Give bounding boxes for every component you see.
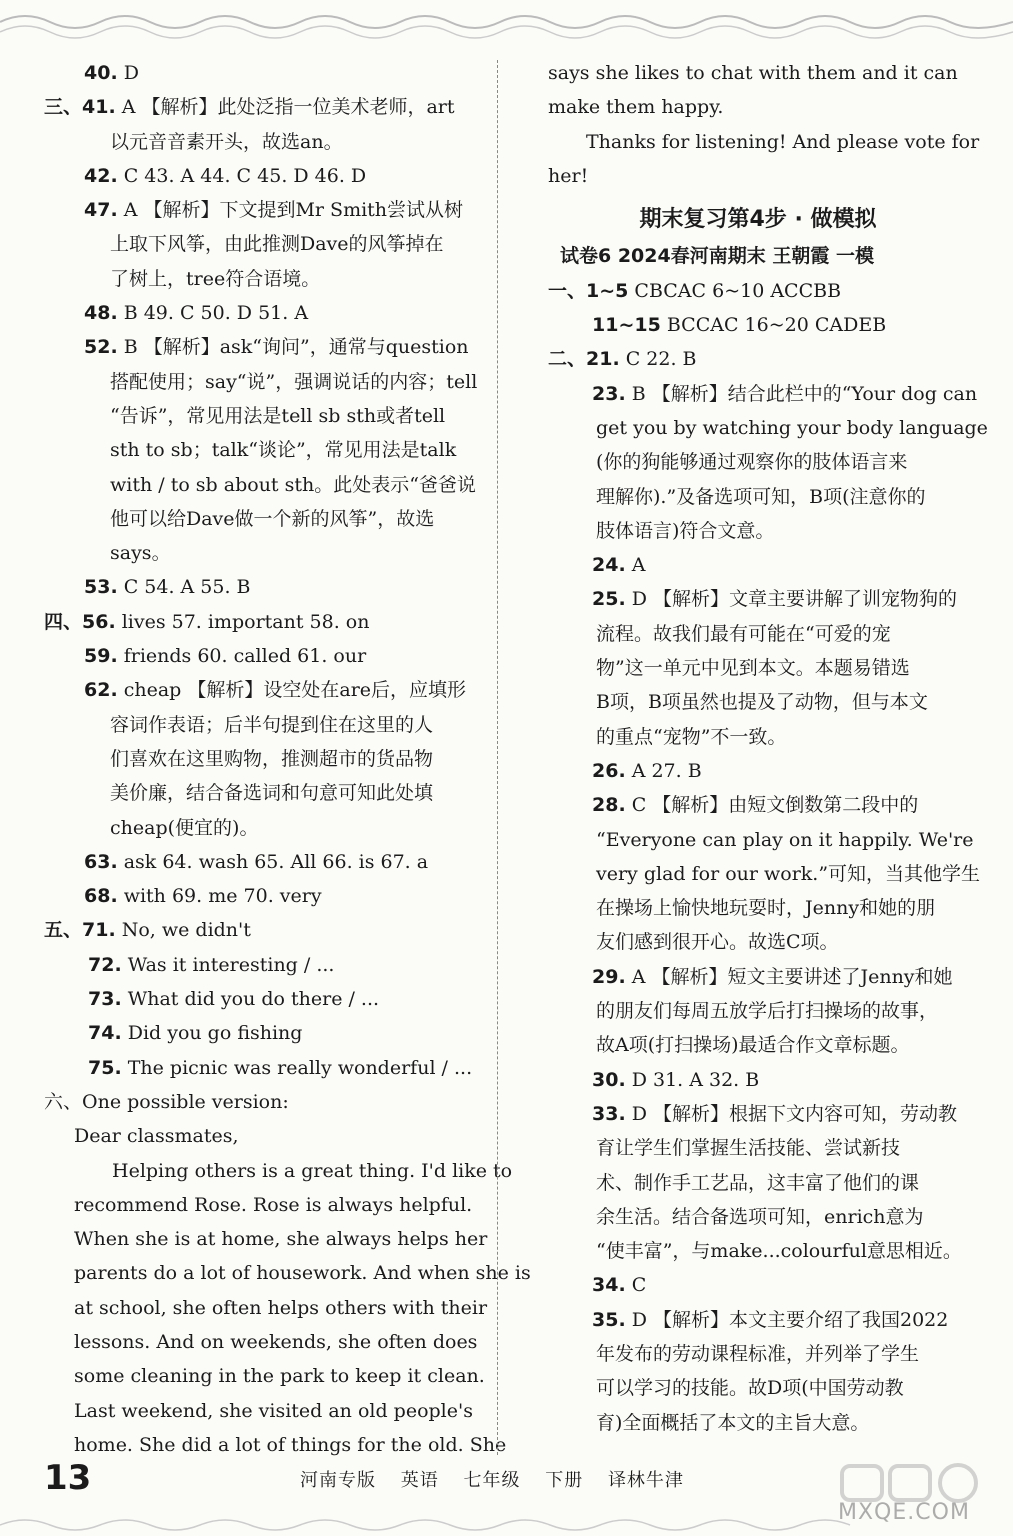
answer-line: [548, 582, 968, 616]
answer-line: [44, 570, 484, 604]
page-number: 13: [44, 1458, 92, 1498]
answer-text: Did you go fishing: [121, 1022, 303, 1045]
column-divider: [497, 60, 498, 1455]
answer-text: 的重点“宠物”不一致。: [596, 725, 787, 748]
answer-line: [44, 879, 484, 913]
answer-number: 48.: [84, 302, 118, 325]
answer-line: [548, 1028, 968, 1062]
answer-line: [44, 605, 484, 639]
answer-line: [44, 1154, 513, 1188]
answer-line: [44, 193, 484, 227]
answer-line: [548, 994, 968, 1028]
answer-text: her!: [548, 164, 589, 187]
answer-line: [548, 308, 968, 342]
answer-text: When she is at home, she always helps her: [74, 1228, 488, 1251]
answer-text: says she likes to chat with them and it can: [548, 62, 958, 84]
answer-text: home. She did a lot of things for the old. She: [74, 1433, 507, 1456]
answer-line: [548, 377, 978, 411]
answer-number: 30.: [592, 1068, 626, 1091]
footer-grade: 七年级: [463, 1470, 521, 1491]
answer-line: [548, 1200, 968, 1234]
answer-number: 34.: [592, 1274, 626, 1297]
answer-line: [548, 274, 968, 308]
answer-text: 育让学生们掌握生活技能、尝试新技: [596, 1137, 901, 1160]
answer-line: [548, 1234, 968, 1268]
answer-line: [44, 776, 484, 810]
answer-number: 63.: [84, 850, 118, 873]
answer-line: [44, 502, 484, 536]
answer-line: [44, 330, 484, 364]
answer-text: A 【解析】此处泛指一位美术老师，art: [115, 96, 455, 119]
answer-line: [44, 90, 484, 124]
answer-line: [548, 857, 981, 891]
answer-line: [44, 399, 484, 433]
answer-line: [548, 480, 968, 514]
answer-line: [44, 742, 484, 776]
answer-number: 35.: [592, 1308, 626, 1331]
answer-text: 在操场上愉快地玩耍时，Jenny和她的朋: [596, 897, 936, 920]
answer-list: [548, 274, 988, 1440]
section-title: 期末复习第4步 · 做模拟: [639, 207, 877, 233]
answer-text: at school, she often helps others with their: [74, 1296, 488, 1319]
answer-text: 故A项(打扫操场)最适合作文章标题。: [596, 1034, 910, 1057]
answer-text: CBCAC 6~10 ACCBB: [628, 279, 842, 302]
composition-continuation: [548, 56, 980, 193]
answer-number: 一、1~5: [548, 279, 629, 302]
answer-line: [548, 788, 968, 822]
top-decorative-border: [0, 0, 1013, 52]
answer-text: B 【解析】结合此栏中的“Your dog can: [625, 382, 978, 405]
answer-text: 术、制作手工艺品，这丰富了他们的课: [596, 1171, 920, 1194]
answer-text: 流程。故我们最有可能在“可爱的宠: [596, 622, 891, 645]
answer-number: 26.: [592, 759, 626, 782]
answer-line: [548, 960, 968, 994]
answer-line: [44, 913, 484, 947]
answer-text: 了树上，tree符合语境。: [110, 267, 321, 290]
answer-number: 53.: [84, 576, 118, 599]
answer-line: [548, 125, 980, 159]
answer-text: Dear classmates,: [74, 1125, 239, 1148]
answer-text: A 【解析】短文主要讲述了Jenny和她: [625, 965, 953, 988]
answer-number: 42.: [84, 164, 118, 187]
answer-text: The picnic was really wonderful / ...: [121, 1056, 473, 1079]
answer-text: C 22. B: [619, 348, 697, 371]
answer-line: [44, 296, 484, 330]
right-column: [548, 56, 988, 1440]
answer-text: 友们感到很开心。故选C项。: [596, 931, 839, 954]
answer-line: [44, 982, 484, 1016]
answer-text: 六、One possible version:: [44, 1090, 289, 1113]
answer-line: [548, 411, 988, 445]
answer-number: 四、56.: [44, 610, 116, 633]
answer-line: [548, 1131, 968, 1165]
footer-subject: 英语: [400, 1470, 439, 1491]
answer-number: 62.: [84, 679, 118, 702]
answer-number: 11~15: [592, 314, 661, 337]
answer-text: A 27. B: [625, 759, 702, 782]
answer-line: [44, 845, 484, 879]
answer-text: 上取下风筝，由此推测Dave的风筝掉在: [110, 233, 444, 256]
answer-text: 美价廉，结合备选词和句意可知此处填: [110, 782, 434, 805]
answer-line: [548, 617, 968, 651]
answer-text: says。: [110, 542, 171, 565]
answer-number: 二、21.: [548, 348, 620, 371]
answer-text: parents do a lot of housework. And when she is: [74, 1262, 531, 1285]
answer-text: very glad for our work.”可知，当其他学生: [596, 862, 981, 885]
answer-number: 75.: [88, 1056, 122, 1079]
answer-text: 们喜欢在这里购物，推测超市的货品物: [110, 747, 434, 770]
answer-line: [44, 1222, 488, 1256]
answer-line: [44, 1188, 484, 1222]
footer-publisher: 译林牛津: [607, 1470, 684, 1491]
answer-line: [548, 651, 968, 685]
answer-text: with / to sb about sth。此处表示“爸爸说: [110, 473, 476, 496]
answer-line: [548, 56, 968, 90]
answer-text: cheap 【解析】设空处在are后，应填形: [117, 679, 467, 702]
answer-number: 24.: [592, 554, 626, 577]
answer-line: [44, 1085, 484, 1119]
answer-line: [548, 1268, 968, 1302]
answer-text: lessons. And on weekends, she often does: [74, 1330, 478, 1353]
answer-text: Helping others is a great thing. I'd like to: [112, 1159, 513, 1182]
answer-text: 理解你).”及备选项可知，B项(注意你的: [596, 485, 926, 508]
answer-text: B 【解析】ask“询问”，通常与question: [117, 336, 469, 359]
answer-line: [44, 1325, 484, 1359]
answer-text: 肢体语言)符合文意。: [596, 519, 775, 542]
answer-line: [44, 1119, 484, 1153]
answer-text: C 54. A 55. B: [117, 576, 251, 599]
answer-line: [44, 262, 484, 296]
answer-text: 育)全面概括了本文的主旨大意。: [596, 1411, 870, 1434]
answer-text: D 【解析】本文主要介绍了我国2022: [625, 1308, 949, 1331]
answer-text: 他可以给Dave做一个新的风筝”，故选: [110, 507, 435, 530]
answer-number: 29.: [592, 965, 626, 988]
answer-line: [44, 159, 484, 193]
footer-volume: 下册: [545, 1470, 584, 1491]
answer-line: [44, 811, 484, 845]
answer-text: friends 60. called 61. our: [117, 645, 367, 668]
answer-line: [548, 823, 974, 857]
answer-text: D 【解析】根据下文内容可知，劳动教: [625, 1102, 957, 1125]
answer-text: 容词作表语；后半句提到住在这里的人: [110, 713, 434, 736]
answer-text: sth to sb；talk“谈论”，常见用法是talk: [110, 439, 457, 462]
answer-line: [548, 1097, 968, 1131]
answer-line: [44, 227, 484, 261]
watermark-text: MXQE.COM: [838, 1500, 970, 1525]
answer-line: [548, 342, 968, 376]
answer-number: 33.: [592, 1102, 626, 1125]
answer-text: A 【解析】下文提到Mr Smith尝试从树: [117, 199, 464, 222]
answer-line: [44, 125, 484, 159]
answer-line: [44, 1394, 484, 1428]
answer-number: 三、41.: [44, 96, 116, 119]
answer-text: make them happy.: [548, 96, 724, 119]
answer-text: with 69. me 70. very: [117, 885, 322, 908]
answer-text: cheap(便宜的)。: [110, 816, 259, 839]
answer-text: No, we didn't: [115, 919, 251, 942]
answer-text: D: [117, 62, 139, 84]
answer-line: [44, 1016, 484, 1050]
answer-line: [44, 1359, 484, 1393]
answer-text: get you by watching your body language: [596, 416, 988, 439]
answer-line: [548, 1337, 968, 1371]
answer-text: lives 57. important 58. on: [115, 610, 370, 633]
answer-text: (你的狗能够通过观察你的肢体语言来: [596, 451, 908, 474]
answer-line: [44, 536, 484, 570]
answer-line: [44, 433, 484, 467]
answer-text: 可以学习的技能。故D项(中国劳动教: [596, 1377, 904, 1400]
answer-number: 47.: [84, 199, 118, 222]
answer-number: 74.: [88, 1022, 122, 1045]
answer-line: [44, 639, 484, 673]
answer-line: [44, 56, 484, 90]
answer-text: 以元音音素开头，故选an。: [110, 130, 343, 153]
answer-line: [44, 1256, 531, 1290]
answer-line: [44, 1051, 484, 1085]
answer-text: Was it interesting / ...: [121, 953, 335, 976]
answer-number: 59.: [84, 645, 118, 668]
answer-text: A: [625, 554, 646, 577]
answer-number: 25.: [592, 588, 626, 611]
answer-line: [548, 159, 968, 193]
answer-number: 五、71.: [44, 919, 116, 942]
answer-text: What did you do there / ...: [121, 988, 380, 1011]
answer-line: [548, 1371, 968, 1405]
answer-line: [44, 673, 484, 707]
answer-text: 的朋友们每周五放学后打扫操场的故事，: [596, 1000, 939, 1023]
answer-text: 搭配使用；say“说”，强调说话的内容；tell: [110, 370, 478, 393]
answer-line: [548, 925, 968, 959]
answer-number: 52.: [84, 336, 118, 359]
answer-text: BCCAC 16~20 CADEB: [660, 314, 887, 337]
answer-text: some cleaning in the park to keep it clean.: [74, 1365, 485, 1388]
answer-text: recommend Rose. Rose is always helpful.: [74, 1193, 473, 1216]
answer-line: [548, 754, 968, 788]
answer-line: [44, 468, 484, 502]
answer-line: [548, 891, 968, 925]
answer-text: 年发布的劳动课程标准，并列举了学生: [596, 1342, 920, 1365]
answer-text: 余生活。结合备选项可知，enrich意为: [596, 1205, 924, 1228]
answer-number: 72.: [88, 953, 122, 976]
footer-edition: 河南专版: [300, 1470, 376, 1491]
answer-text: C: [625, 1274, 647, 1297]
answer-line: [44, 948, 484, 982]
answer-line: [548, 720, 968, 754]
answer-line: [548, 1166, 968, 1200]
footer-info: [300, 1466, 702, 1492]
answer-text: “Everyone can play on it happily. We're: [596, 828, 974, 851]
answer-text: B项，B项虽然也提及了动物，但与本文: [596, 691, 928, 714]
answer-text: 物”这一单元中见到本文。本题易错选: [596, 657, 910, 680]
answer-line: [548, 1063, 968, 1097]
answer-line: [44, 708, 484, 742]
answer-text: D 31. A 32. B: [625, 1068, 760, 1091]
answer-text: D 【解析】文章主要讲解了训宠物狗的: [625, 588, 957, 611]
answer-line: [548, 548, 968, 582]
answer-text: “使丰富”，与make...colourful意思相近。: [596, 1240, 962, 1263]
answer-line: [548, 445, 968, 479]
answer-line: [548, 90, 968, 124]
answer-text: C 43. A 44. C 45. D 46. D: [117, 164, 367, 187]
answer-text: C 【解析】由短文倒数第二段中的: [625, 794, 919, 817]
answer-text: “告诉”，常见用法是tell sb sth或者tell: [110, 404, 446, 427]
answer-line: [44, 1291, 488, 1325]
answer-line: [44, 365, 484, 399]
answer-text: ask 64. wash 65. All 66. is 67. a: [117, 850, 429, 873]
answer-text: B 49. C 50. D 51. A: [117, 302, 309, 325]
answer-number: 73.: [88, 988, 122, 1011]
answer-line: [548, 685, 968, 719]
answer-line: [548, 1303, 968, 1337]
answer-number: 40.: [84, 62, 118, 84]
answer-number: 28.: [592, 794, 626, 817]
answer-line: [548, 514, 968, 548]
left-column: [44, 56, 531, 1462]
answer-line: [548, 1406, 968, 1440]
answer-number: 23.: [592, 382, 626, 405]
answer-number: 68.: [84, 885, 118, 908]
exam-title: 试卷6 2024春河南期末 王朝霞 一模: [560, 245, 874, 268]
answer-text: Thanks for listening! And please vote for: [586, 130, 980, 153]
answer-text: Last weekend, she visited an old people's: [74, 1399, 473, 1422]
